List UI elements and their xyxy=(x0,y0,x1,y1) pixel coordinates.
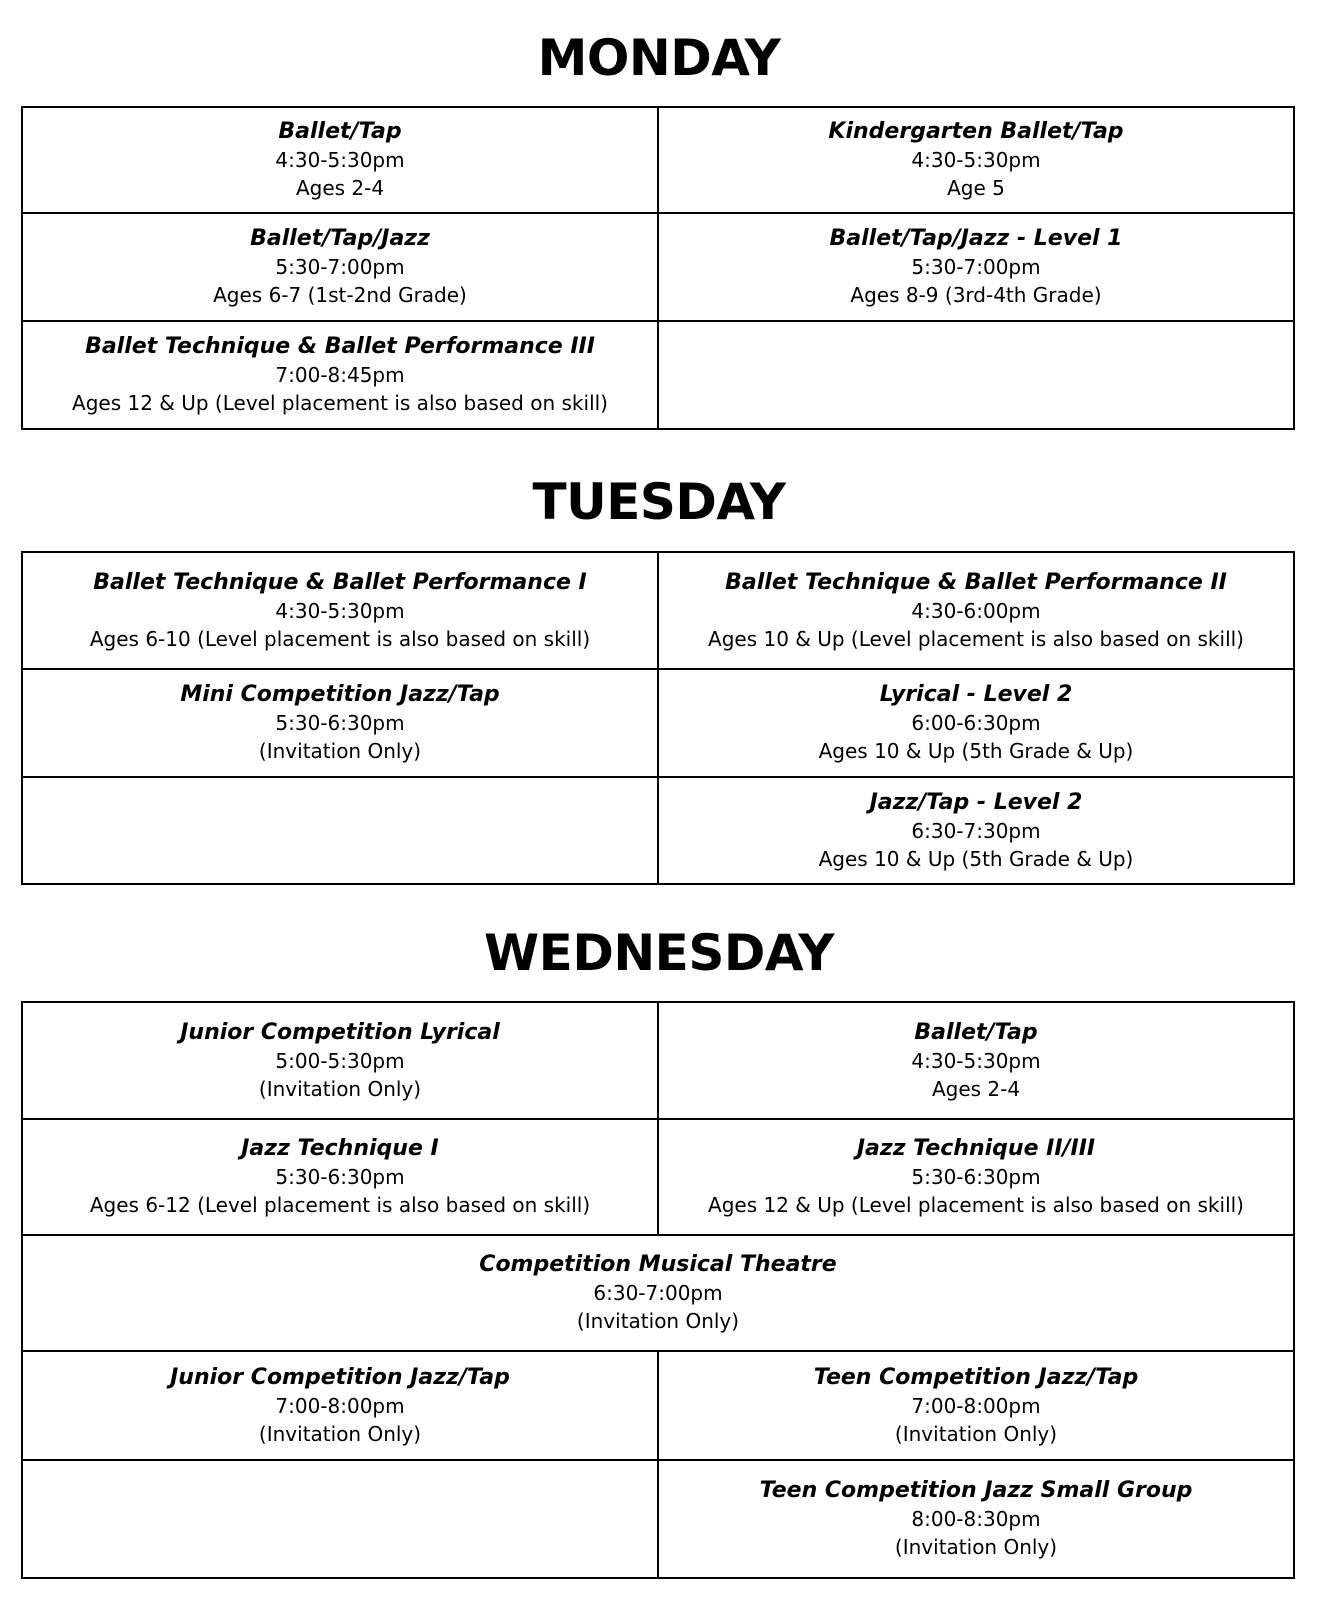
class-ages: (Invitation Only) xyxy=(894,1421,1058,1446)
class-ages: Ages 10 & Up (5th Grade & Up) xyxy=(818,846,1134,871)
class-cell xyxy=(658,1119,1294,1235)
class-time: 8:00-8:30pm xyxy=(911,1507,1041,1531)
class-time: 4:30-5:30pm xyxy=(911,148,1041,172)
class-cell xyxy=(658,552,1294,669)
class-ages: (Invitation Only) xyxy=(894,1535,1058,1559)
class-time: 5:30-6:30pm xyxy=(911,1165,1041,1189)
class-name: Mini Competition Jazz/Tap xyxy=(180,682,500,707)
monday-schedule-table xyxy=(21,106,1295,430)
class-name: Competition Musical Theatre xyxy=(479,1252,837,1277)
class-time: 6:00-6:30pm xyxy=(911,711,1041,735)
class-time: 5:00-5:30pm xyxy=(275,1048,405,1073)
class-cell xyxy=(22,213,658,321)
class-time: 5:30-6:30pm xyxy=(275,711,405,735)
class-ages: (Invitation Only) xyxy=(576,1309,740,1333)
class-ages: Ages 10 & Up (Level placement is also based on skill) xyxy=(708,626,1244,651)
class-ages: Ages 2-4 xyxy=(931,1076,1021,1101)
class-cell xyxy=(658,669,1294,777)
tuesday-schedule-table xyxy=(21,551,1295,885)
class-time: 6:30-7:30pm xyxy=(911,818,1041,843)
class-ages: (Invitation Only) xyxy=(258,1076,422,1101)
table-row xyxy=(22,1460,1294,1578)
table-row xyxy=(22,1235,1294,1351)
table-row xyxy=(22,552,1294,669)
class-cell xyxy=(658,1002,1294,1119)
class-name: Lyrical - Level 2 xyxy=(879,682,1073,707)
class-time: 4:30-5:30pm xyxy=(275,598,405,623)
class-time: 4:30-5:30pm xyxy=(275,148,405,172)
class-ages: Age 5 xyxy=(947,176,1005,200)
class-cell xyxy=(658,777,1294,884)
class-time: 6:30-7:00pm xyxy=(593,1281,723,1305)
table-row xyxy=(22,1119,1294,1235)
class-ages: Ages 10 & Up (5th Grade & Up) xyxy=(818,739,1134,763)
class-cell xyxy=(22,107,658,213)
class-name: Teen Competition Jazz/Tap xyxy=(813,1364,1139,1390)
class-cell xyxy=(658,107,1294,213)
class-name: Teen Competition Jazz Small Group xyxy=(759,1478,1193,1503)
class-cell xyxy=(22,552,658,669)
table-row xyxy=(22,1002,1294,1119)
class-ages: Ages 8-9 (3rd-4th Grade) xyxy=(850,283,1102,307)
class-ages: Ages 6-7 (1st-2nd Grade) xyxy=(213,283,467,307)
class-ages: (Invitation Only) xyxy=(258,1421,422,1446)
class-name: Junior Competition Lyrical xyxy=(180,1019,500,1045)
class-time: 5:30-6:30pm xyxy=(275,1165,405,1189)
wednesday-schedule-table xyxy=(21,1001,1295,1579)
class-cell xyxy=(22,1235,1294,1351)
monday-heading: MONDAY xyxy=(537,29,781,87)
class-time: 7:00-8:00pm xyxy=(911,1393,1041,1418)
class-name: Jazz Technique I xyxy=(241,1136,439,1161)
class-name: Ballet Technique & Ballet Performance I xyxy=(93,569,587,595)
table-row xyxy=(22,321,1294,429)
class-time: 7:00-8:00pm xyxy=(275,1393,405,1418)
class-name: Ballet/Tap/Jazz - Level 1 xyxy=(829,226,1123,251)
class-ages: Ages 6-10 (Level placement is also based on skill) xyxy=(89,626,591,651)
empty-cell xyxy=(22,1460,658,1578)
table-row xyxy=(22,107,1294,213)
class-name: Jazz/Tap - Level 2 xyxy=(869,789,1083,815)
table-row xyxy=(22,777,1294,884)
class-name: Ballet/Tap/Jazz xyxy=(250,226,430,251)
class-ages: Ages 6-12 (Level placement is also based on skill) xyxy=(89,1193,591,1217)
class-name: Jazz Technique II/III xyxy=(856,1136,1096,1161)
class-cell xyxy=(658,1460,1294,1578)
class-name: Ballet Technique & Ballet Performance II xyxy=(725,569,1227,595)
class-name: Junior Competition Jazz/Tap xyxy=(170,1364,510,1390)
class-cell xyxy=(22,1119,658,1235)
class-time: 4:30-6:00pm xyxy=(911,598,1041,623)
class-cell xyxy=(22,321,658,429)
class-cell xyxy=(658,1351,1294,1460)
class-name: Kindergarten Ballet/Tap xyxy=(828,119,1124,144)
class-time: 7:00-8:45pm xyxy=(275,363,405,387)
class-time: 5:30-7:00pm xyxy=(275,255,405,279)
class-name: Ballet/Tap xyxy=(278,119,402,144)
table-row xyxy=(22,1351,1294,1460)
class-ages: Ages 12 & Up (Level placement is also based on skill) xyxy=(72,391,608,415)
empty-cell xyxy=(658,321,1294,429)
table-row xyxy=(22,669,1294,777)
class-time: 5:30-7:00pm xyxy=(911,255,1041,279)
class-name: Ballet Technique & Ballet Performance III xyxy=(85,334,595,359)
class-time: 4:30-5:30pm xyxy=(911,1048,1041,1073)
class-cell xyxy=(22,1351,658,1460)
class-ages: Ages 2-4 xyxy=(295,176,385,200)
class-cell xyxy=(22,669,658,777)
wednesday-heading: WEDNESDAY xyxy=(484,924,834,982)
class-ages: (Invitation Only) xyxy=(258,739,422,763)
tuesday-heading: TUESDAY xyxy=(532,473,786,531)
class-cell xyxy=(658,213,1294,321)
table-row xyxy=(22,213,1294,321)
class-name: Ballet/Tap xyxy=(914,1019,1038,1045)
class-cell xyxy=(22,1002,658,1119)
class-ages: Ages 12 & Up (Level placement is also based on skill) xyxy=(708,1193,1244,1217)
empty-cell xyxy=(22,777,658,884)
